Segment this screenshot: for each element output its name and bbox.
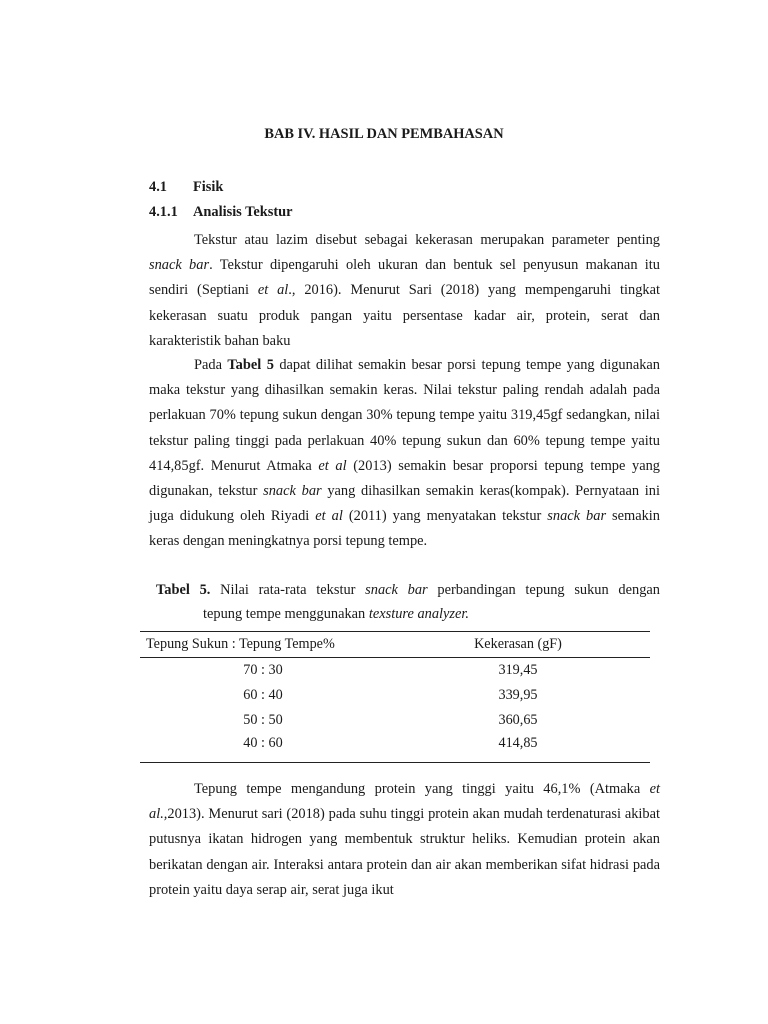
- column-header: Kekerasan (gF): [386, 632, 650, 658]
- text: tepung tempe menggunakan: [203, 606, 369, 622]
- text: perbandingan tepung sukun dengan: [427, 582, 660, 598]
- text: Tepung tempe mengandung protein yang tinggi yaitu 46,1% (Atmaka: [194, 781, 650, 797]
- caption-line-2: [149, 602, 660, 626]
- hardness-cell: 319,45: [498, 662, 538, 678]
- table-row: [140, 658, 650, 684]
- italic-term: snack bar: [263, 483, 322, 500]
- italic-term: texsture analyzer.: [368, 606, 470, 622]
- text: ., 2016). Menurut Sari (2018) yang mempengaruhi tingkat kekerasan suatu produk pangan yaitu persentase kadar air, protein, serat dan karakteristik bahan baku: [149, 282, 660, 349]
- italic-term: snack bar: [547, 508, 607, 525]
- section-number: 4.1: [149, 179, 167, 195]
- ratio-cell: 70 : 30: [243, 662, 283, 678]
- table-row: [140, 733, 650, 763]
- text: . Tekstur dipengaruhi oleh ukuran dan bentuk sel penyusun makanan itu sendiri (Septiani: [149, 257, 660, 299]
- subsection-title: Analisis Tekstur: [193, 204, 293, 220]
- italic-term: snack bar: [365, 582, 428, 598]
- section-heading: [149, 179, 223, 196]
- caption-label: Tabel 5.: [156, 582, 211, 598]
- hardness-cell: 339,95: [498, 687, 538, 703]
- hardness-cell: 414,85: [386, 733, 650, 763]
- texture-table: [140, 631, 650, 763]
- caption-line-1: [149, 578, 660, 602]
- ratio-cell: 60 : 40: [243, 687, 283, 703]
- text: Tekstur atau lazim disebut sebagai kekerasan merupakan parameter penting: [194, 232, 660, 248]
- text: (2013) semakin besar proporsi tepung tempe yang digunakan, tekstur: [149, 457, 660, 500]
- italic-term: snack bar: [149, 257, 210, 274]
- column-header: Tepung Sukun : Tepung Tempe%: [140, 632, 386, 658]
- text: semakin keras dengan meningkatnya porsi tepung tempe.: [149, 508, 660, 550]
- italic-term: et al: [257, 282, 289, 299]
- paragraph-texture-definition: [149, 228, 660, 354]
- table-caption: [149, 578, 660, 626]
- table-reference: Tabel 5: [227, 357, 274, 373]
- table-row: [140, 708, 650, 733]
- italic-term: et al: [315, 508, 343, 525]
- text: yang dihasilkan semakin keras(kompak). Pernyataan ini juga didukung oleh Riyadi: [149, 483, 660, 525]
- subsection-number: 4.1.1: [149, 204, 178, 220]
- table-row: [140, 683, 650, 708]
- text: dapat dilihat semakin besar porsi tepung tempe yang digunakan maka tekstur yang dihasilkan semakin keras. Nilai tekstur paling rendah adalah pada perlakuan 70% tepung sukun dengan 30% tepung tempe yaitu 319,45gf sedangkan, nilai tekstur paling tinggi pada perlakuan 40% tepung sukun dan 60% tepung tempe yaitu 414,85gf. Menurut Atmaka: [149, 357, 660, 474]
- paragraph-protein-discussion: [149, 777, 660, 903]
- text: 2013). Menurut sari (2018) pada suhu tinggi protein akan mudah terdenaturasi akibat putusnya ikatan hidrogen yang membentuk struktur heliks. Kemudian protein akan berikatan dengan air. Interaksi antara protein dan air akan memberikan sifat hidrasi pada protein yaitu daya serap air, serat juga ikut: [149, 806, 660, 898]
- chapter-title: BAB IV. HASIL DAN PEMBAHASAN: [264, 126, 504, 142]
- table-header-row: [140, 632, 650, 658]
- ratio-cell: 50 : 50: [243, 712, 283, 728]
- paragraph-table-discussion: [149, 353, 660, 555]
- hardness-cell: 360,65: [498, 712, 538, 728]
- section-title: Fisik: [193, 179, 224, 195]
- subsection-heading: [149, 204, 293, 221]
- text: Nilai rata-rata tekstur: [210, 582, 366, 598]
- text: Pada: [194, 357, 228, 373]
- italic-term: et al: [318, 457, 347, 474]
- italic-term: et al.,: [149, 781, 660, 823]
- ratio-cell: 40 : 60: [140, 733, 386, 763]
- text: (2011) yang menyatakan tekstur: [342, 508, 548, 525]
